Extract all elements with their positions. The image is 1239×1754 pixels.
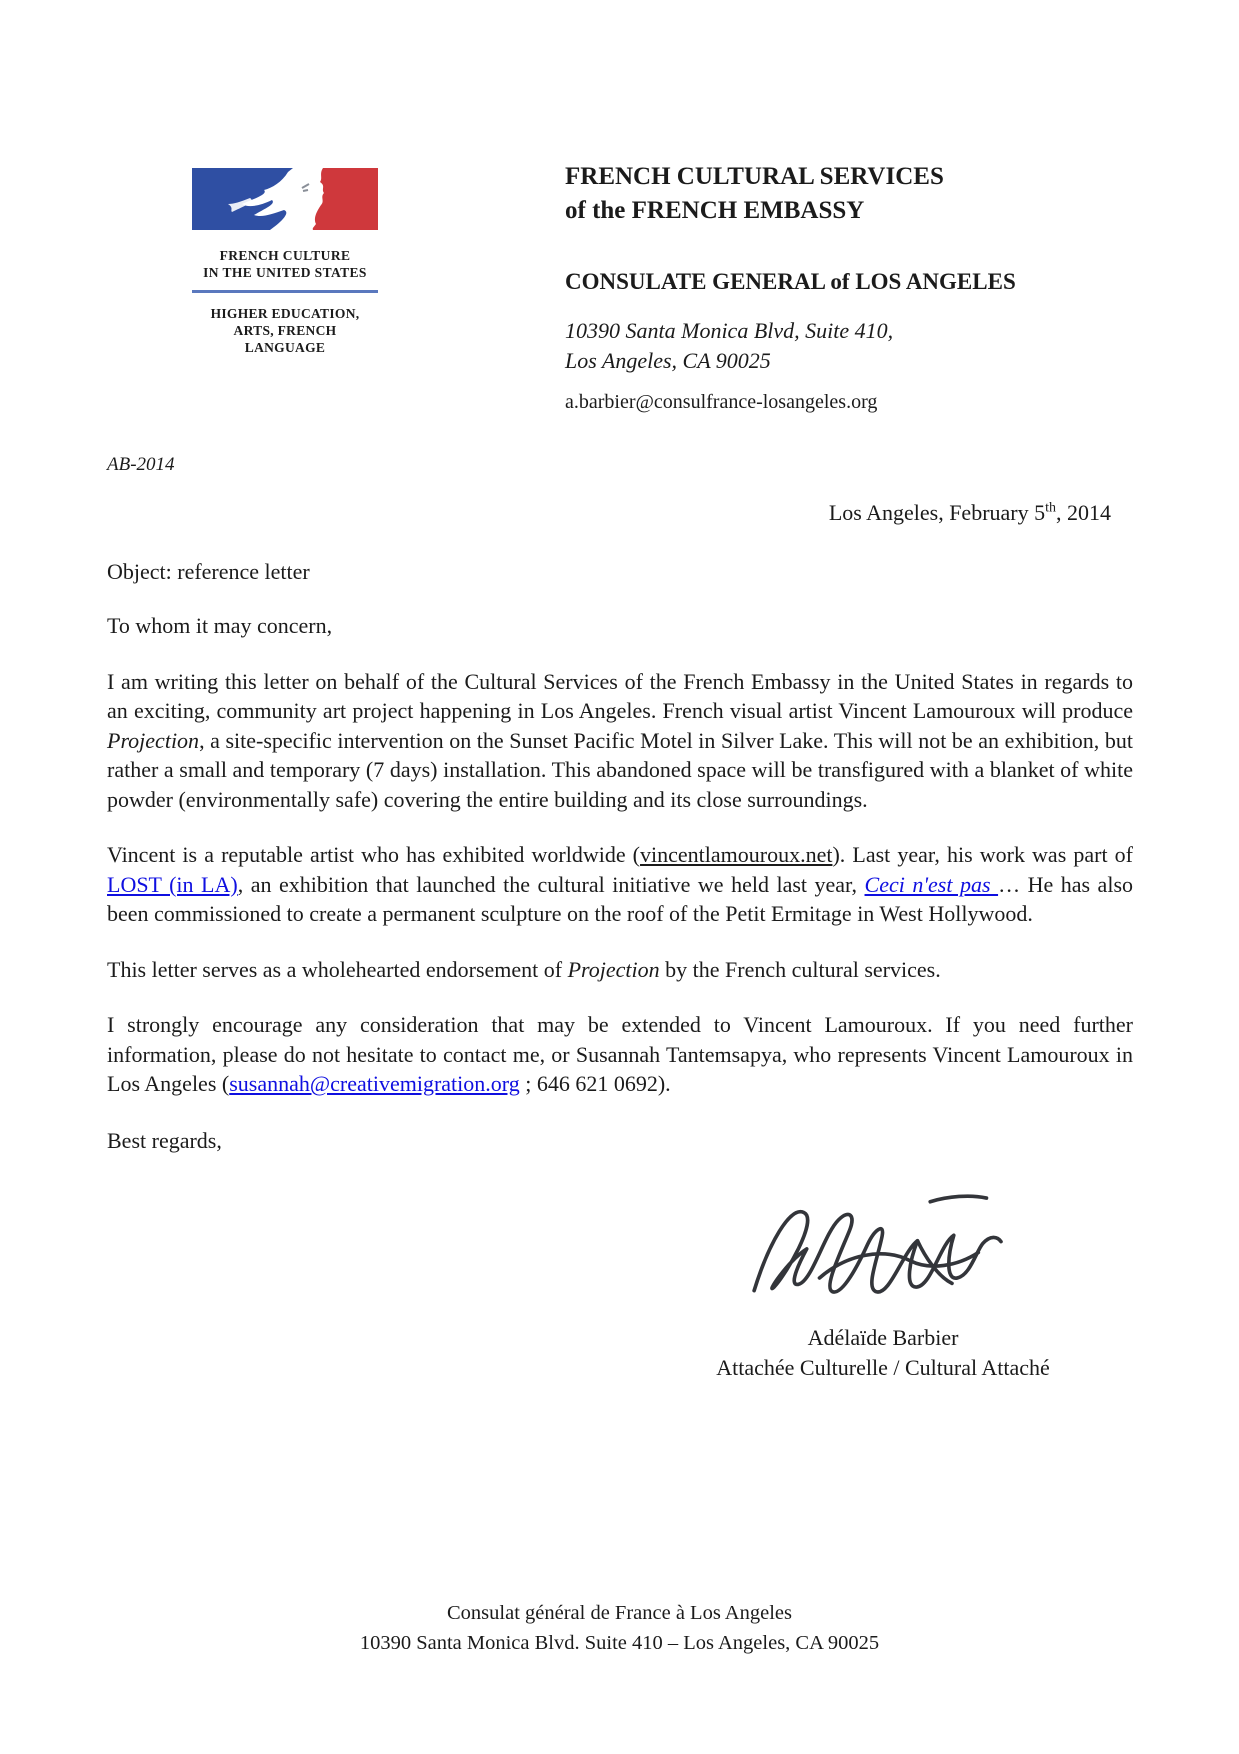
reference-number: AB-2014 [107,454,175,475]
org-title-line1: FRENCH CULTURAL SERVICES [565,163,944,190]
closing: Best regards, [107,1127,222,1153]
address-line1: 10390 Santa Monica Blvd, Suite 410, [565,318,894,343]
paragraph-3 [107,955,1133,985]
p4-text-cont: ; 646 621 0692). [519,1071,671,1096]
logo-caption-line1: FRENCH CULTURE [219,248,351,263]
p2-text: Vincent is a reputable artist who has exhibited worldwide ( [107,842,641,867]
p3-text: This letter serves as a wholehearted endorsement of [107,956,568,982]
p2-text-cont1: ). Last year, his work was part of [832,842,1133,867]
paragraph-1 [107,667,1133,815]
date-main: Los Angeles, February 5 [828,500,1046,525]
french-flag-marianne-icon [192,168,378,230]
letterhead [565,160,1145,414]
paragraph-4 [107,1010,1133,1099]
p4-text: I strongly encourage any consideration that may be extended to Vincent Lamouroux. If you need further information, please do not hesitate to contact me, or Susannah Tantemsapya, who represents Vincent Lamouroux in Los Angeles ( [107,1012,1133,1096]
lost-in-la-link[interactable]: LOST (in LA) [107,871,238,897]
logo-subcaption-line1: HIGHER EDUCATION, [210,306,360,321]
salutation: To whom it may concern, [107,613,333,638]
p3-text-cont: by the French cultural services. [659,956,941,982]
logo-caption [192,247,378,281]
org-title [565,160,1145,228]
susannah-email-link[interactable]: susannah@creativemigration.org [229,1071,520,1096]
date-ordinal: th [1045,500,1056,516]
project-title-2: Projection [567,956,660,982]
logo-divider-rule [192,290,378,293]
contact-email: a.barbier@consulfrance-losangeles.org [565,391,878,413]
signatory-name: Adélaïde Barbier [807,1324,959,1350]
date-line [107,498,1133,528]
address-line2: Los Angeles, CA 90025 [565,348,771,373]
p1-text-cont: , a site-specific intervention on the Sunset Pacific Motel in Silver Lake. This will not be an exhibition, but rather a small and temporary (7 days) installation. This abandoned space will be transfigured with a blanket of white powder (environmentally safe) covering the entire building and its close surroundings. [107,727,1133,812]
p2-text-cont3: … He has also been commissioned to create a permanent sculpture on the roof of the Petit Ermitage in West Hollywood. [107,871,1134,926]
french-culture-logo [192,168,378,356]
p1-text: I am writing this letter on behalf of the Cultural Services of the French Embassy in the United States in regards to an exciting, community art project happening in Los Angeles. French visual artist Vincent Lamouroux will produce [107,668,1133,723]
artist-website-link[interactable]: vincentlamouroux.net [640,842,833,867]
consulate-title: CONSULATE GENERAL of LOS ANGELES [565,269,1016,294]
letter-body [107,452,1133,1383]
signature-block [633,1189,1133,1383]
signatory-title: Attachée Culturelle / Cultural Attaché [716,1354,1050,1380]
object-line: Object: reference letter [107,558,310,584]
handwritten-signature-icon [733,1189,1033,1307]
logo-caption-line2: IN THE UNITED STATES [203,265,367,280]
project-title: Projection [107,727,200,753]
consulate-address [565,316,1145,376]
date-tail: , 2014 [1056,500,1111,525]
p2-text-cont2: , an exhibition that launched the cultural initiative we held last year, [237,871,865,897]
page-footer [0,1598,1239,1658]
logo-subcaption-line2: ARTS, FRENCH LANGUAGE [233,323,337,355]
org-title-line2: of the FRENCH EMBASSY [565,197,865,224]
paragraph-2 [107,840,1133,929]
ceci-nest-pas-link[interactable]: Ceci n'est pas [864,871,999,897]
footer-line2: 10390 Santa Monica Blvd. Suite 410 – Los Angeles, CA 90025 [359,1632,880,1654]
logo-subcaption [192,305,378,356]
footer-line1: Consulat général de France à Los Angeles [447,1602,792,1624]
